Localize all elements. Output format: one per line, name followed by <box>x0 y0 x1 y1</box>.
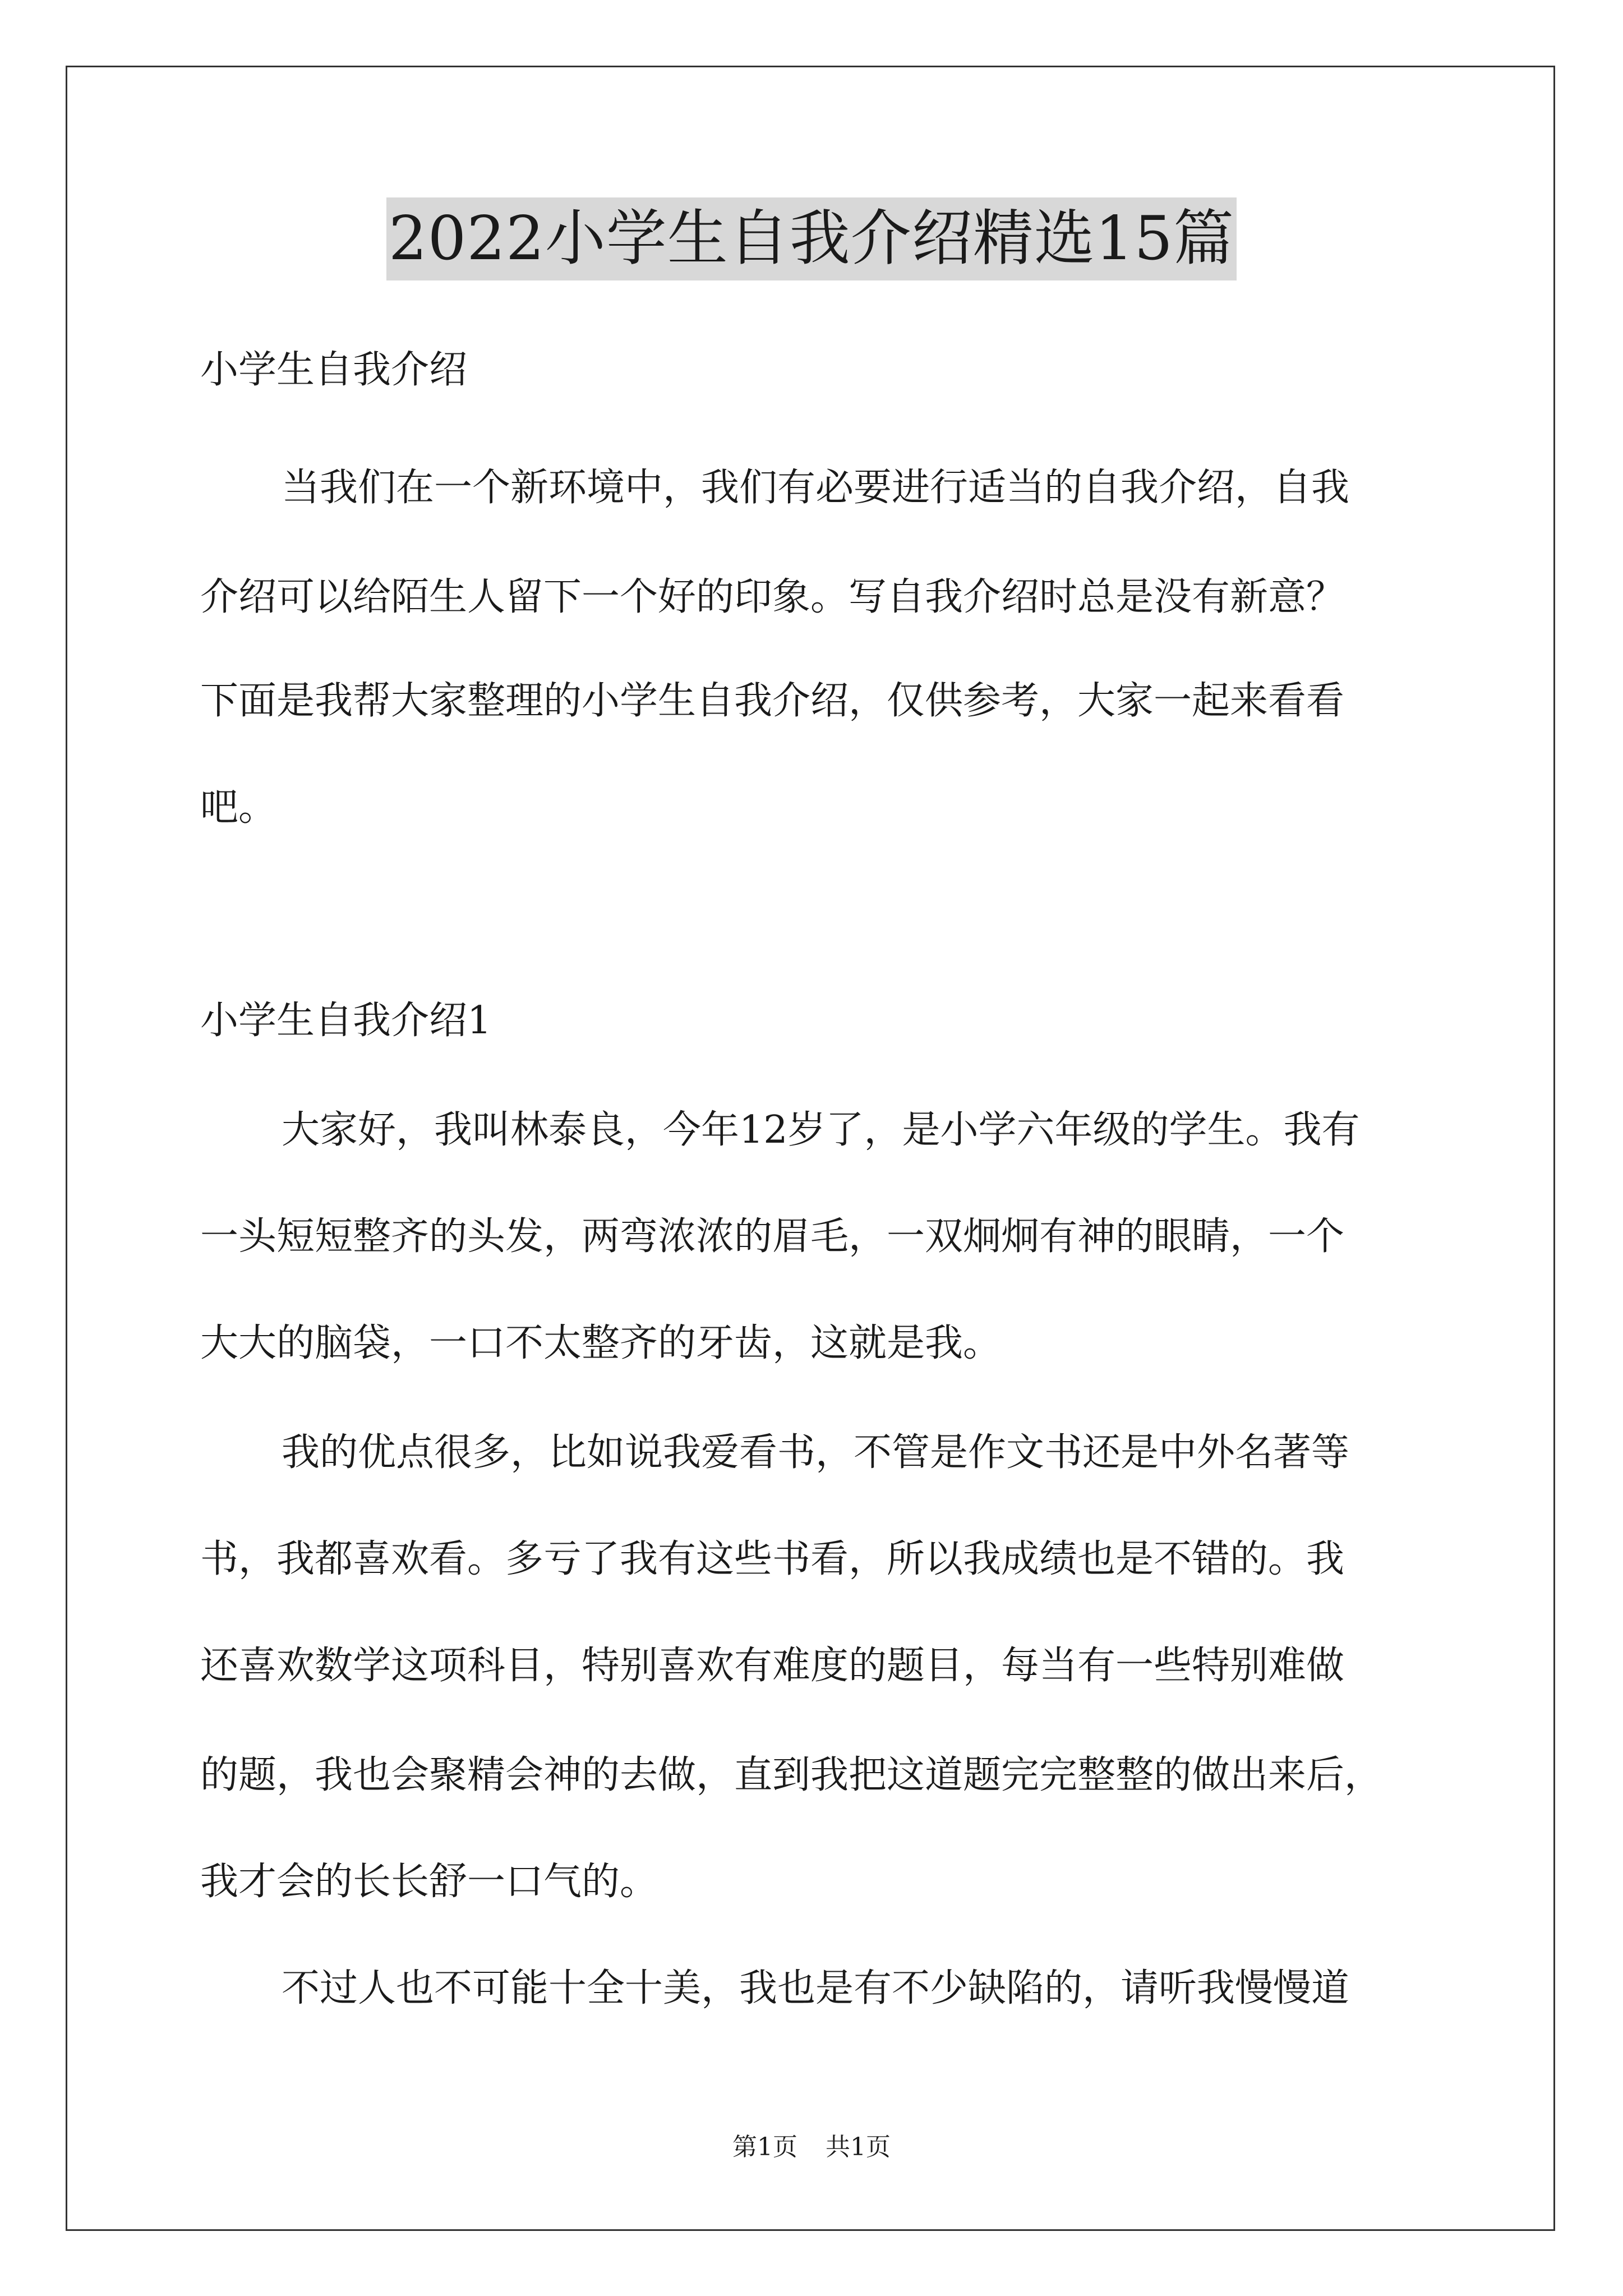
paragraph-line: 吧。 <box>200 785 277 830</box>
paragraph-line: 大大的脑袋，一口不太整齐的牙齿，这就是我。 <box>200 1321 1002 1365</box>
paragraph-line: 当我们在一个新环境中，我们有必要进行适当的自我介绍，自我 <box>282 466 1350 510</box>
document-title: 2022小学生自我介绍精选15篇 <box>386 197 1237 280</box>
page-number-current: 第1页 <box>732 2133 797 2161</box>
page-number-total: 共1页 <box>826 2133 891 2161</box>
paragraph-line: 下面是我帮大家整理的小学生自我介绍，仅供参考，大家一起来看看 <box>200 679 1345 723</box>
paragraph-line: 还喜欢数学这项科目，特别喜欢有难度的题目，每当有一些特别难做 <box>200 1644 1345 1688</box>
section-heading-1: 小学生自我介绍1 <box>200 999 492 1043</box>
section-heading-intro: 小学生自我介绍 <box>200 348 468 392</box>
paragraph-line: 不过人也不可能十全十美，我也是有不少缺陷的，请听我慢慢道 <box>282 1966 1350 2010</box>
paragraph-line: 大家好，我叫林泰良，今年12岁了，是小学六年级的学生。我有 <box>282 1108 1360 1152</box>
paragraph-line: 书，我都喜欢看。多亏了我有这些书看，所以我成绩也是不错的。我 <box>200 1537 1345 1581</box>
paragraph-line: 介绍可以给陌生人留下一个好的印象。写自我介绍时总是没有新意？ <box>200 575 1345 619</box>
paragraph-line: 的题，我也会聚精会神的去做，直到我把这道题完完整整的做出来后， <box>200 1753 1383 1797</box>
paragraph-line: 一头短短整齐的头发，两弯浓浓的眉毛，一双炯炯有神的眼睛，一个 <box>200 1214 1345 1259</box>
title-container <box>0 197 1623 280</box>
paragraph-line: 我的优点很多，比如说我爱看书，不管是作文书还是中外名著等 <box>282 1430 1350 1475</box>
page-footer <box>0 2132 1623 2163</box>
paragraph-line: 我才会的长长舒一口气的。 <box>200 1860 658 1904</box>
